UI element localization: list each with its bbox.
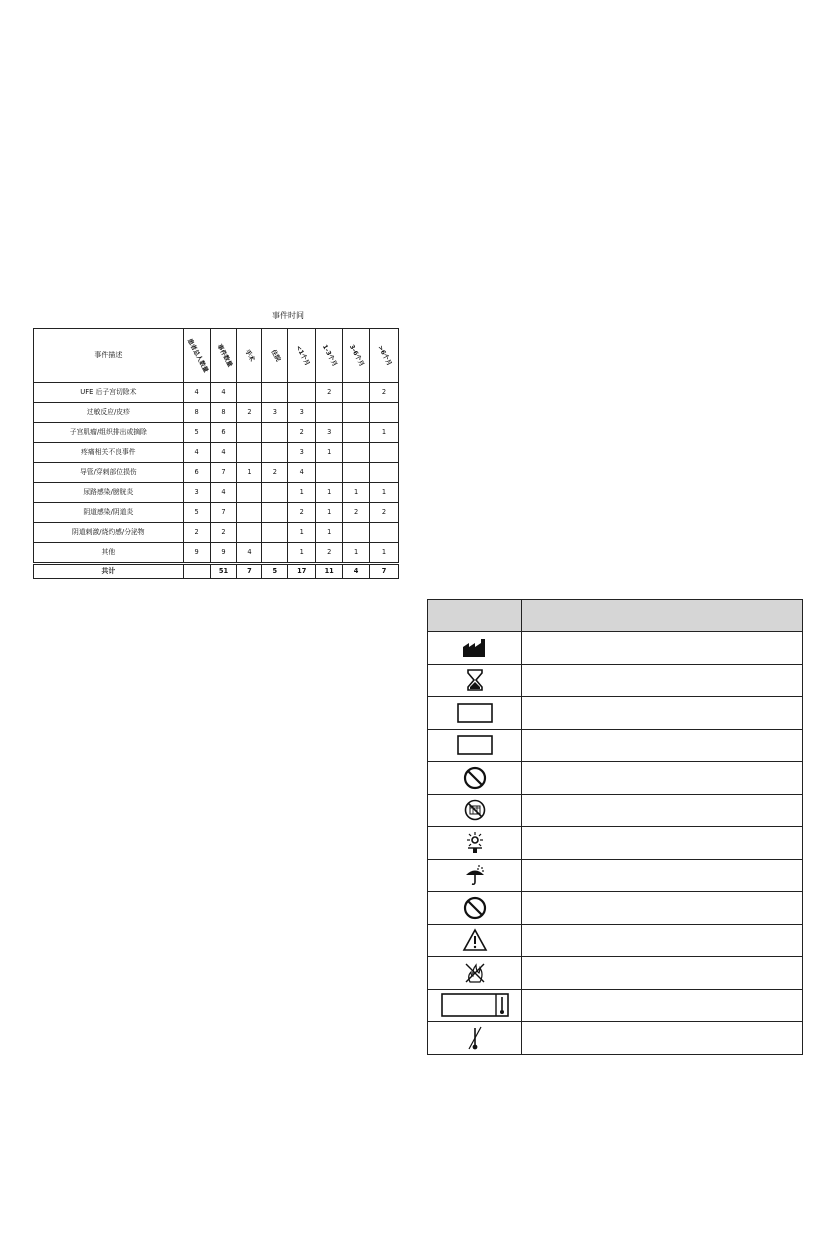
event-description-cell: UFE 后子宫切除术 <box>34 383 184 403</box>
column-header-label: 事件数量 <box>215 342 233 368</box>
do-not-use-if-damaged-icon <box>428 799 521 821</box>
value-cell <box>288 383 316 403</box>
value-cell <box>237 423 262 443</box>
value-cell: 4 <box>183 383 210 403</box>
symbol-description-cell <box>522 1022 803 1055</box>
table-row <box>428 632 803 665</box>
value-cell: 7 <box>210 503 237 523</box>
value-cell: 5 <box>183 503 210 523</box>
symbol-cell <box>428 1022 522 1055</box>
column-header-label: 患者总人数量 <box>185 337 209 374</box>
total-row <box>34 564 399 579</box>
column-header <box>370 329 399 383</box>
value-cell: 1 <box>316 483 343 503</box>
value-cell: 3 <box>288 403 316 423</box>
symbol-cell <box>428 794 522 827</box>
value-cell: 4 <box>210 383 237 403</box>
value-cell <box>262 423 288 443</box>
table-row <box>428 762 803 795</box>
value-cell <box>237 443 262 463</box>
symbol-cell <box>428 892 522 925</box>
table-row <box>428 827 803 860</box>
symbol-description-cell <box>522 957 803 990</box>
value-cell <box>370 403 399 423</box>
event-time-title: 事件时间 <box>272 311 304 320</box>
value-cell: 1 <box>316 523 343 543</box>
symbol-cell <box>428 664 522 697</box>
value-cell: 7 <box>210 463 237 483</box>
value-cell: 4 <box>343 564 370 579</box>
value-cell <box>343 383 370 403</box>
event-description-cell: 阴道感染/阴道炎 <box>34 503 184 523</box>
symbol-description-cell <box>522 827 803 860</box>
table-row <box>34 503 399 523</box>
value-cell: 1 <box>370 423 399 443</box>
table-row <box>428 989 803 1022</box>
event-description-cell: 阴道刺激/烧灼感/分泌物 <box>34 523 184 543</box>
symbol-cell <box>428 957 522 990</box>
symbol-description-cell <box>522 632 803 665</box>
table-row <box>428 1022 803 1055</box>
value-cell: 1 <box>370 543 399 564</box>
value-cell: 2 <box>210 523 237 543</box>
value-cell: 1 <box>370 483 399 503</box>
do-not-reuse-icon <box>428 896 521 920</box>
value-cell: 2 <box>370 383 399 403</box>
value-cell <box>237 483 262 503</box>
value-cell: 1 <box>343 543 370 564</box>
symbol-cell <box>428 697 522 730</box>
value-cell: 6 <box>210 423 237 443</box>
value-cell <box>237 523 262 543</box>
value-cell: 2 <box>316 543 343 564</box>
table-row <box>428 794 803 827</box>
column-header-label: 1-3个月 <box>321 343 339 368</box>
table-row <box>34 463 399 483</box>
symbol-description-cell <box>522 892 803 925</box>
value-cell: 9 <box>183 543 210 564</box>
value-cell: 1 <box>288 543 316 564</box>
value-cell <box>370 523 399 543</box>
symbol-description-cell <box>522 664 803 697</box>
column-header <box>237 329 262 383</box>
symbol-description-cell <box>522 729 803 762</box>
value-cell: 2 <box>237 403 262 423</box>
value-cell: 2 <box>288 423 316 443</box>
value-cell: 3 <box>183 483 210 503</box>
value-cell: 2 <box>262 463 288 483</box>
value-cell: 1 <box>288 523 316 543</box>
symbol-description-cell <box>522 762 803 795</box>
value-cell: 4 <box>210 443 237 463</box>
keep-away-from-sunlight-icon <box>428 831 521 855</box>
table-row <box>428 957 803 990</box>
column-header <box>288 329 316 383</box>
value-cell <box>343 443 370 463</box>
value-cell <box>262 443 288 463</box>
value-cell: 8 <box>183 403 210 423</box>
value-cell <box>343 403 370 423</box>
symbol-cell <box>428 859 522 892</box>
column-header <box>316 329 343 383</box>
value-cell <box>343 463 370 483</box>
symbol-cell <box>428 924 522 957</box>
column-header-label: <1个月 <box>294 343 311 367</box>
value-cell <box>370 443 399 463</box>
table-row <box>34 443 399 463</box>
table-row <box>428 859 803 892</box>
table-row <box>34 523 399 543</box>
blank-box-icon <box>428 735 521 755</box>
value-cell: 17 <box>288 564 316 579</box>
value-cell: 4 <box>288 463 316 483</box>
value-cell: 1 <box>343 483 370 503</box>
column-header-label: 住院 <box>269 348 282 363</box>
value-cell: 7 <box>370 564 399 579</box>
table-row <box>34 403 399 423</box>
value-cell: 6 <box>183 463 210 483</box>
value-cell: 9 <box>210 543 237 564</box>
value-cell: 1 <box>237 463 262 483</box>
value-cell: 1 <box>316 443 343 463</box>
value-cell: 2 <box>183 523 210 543</box>
event-description-cell: 疼痛相关不良事件 <box>34 443 184 463</box>
value-cell: 2 <box>316 383 343 403</box>
non-pyrogenic-icon <box>428 962 521 984</box>
upper-temperature-limit-icon <box>428 1025 521 1051</box>
table-row <box>34 483 399 503</box>
event-table <box>33 328 399 579</box>
value-cell: 3 <box>316 423 343 443</box>
value-cell: 51 <box>210 564 237 579</box>
symbol-table <box>427 599 803 1055</box>
value-cell: 8 <box>210 403 237 423</box>
value-cell: 1 <box>316 503 343 523</box>
event-description-cell: 尿路感染/膀胱炎 <box>34 483 184 503</box>
event-description-cell: 导管/穿刺部位损伤 <box>34 463 184 483</box>
symbol-cell <box>428 762 522 795</box>
column-header-label: >6个月 <box>376 343 393 367</box>
table-row <box>428 697 803 730</box>
symbol-cell <box>428 632 522 665</box>
column-header-label: 手术 <box>243 348 256 363</box>
value-cell <box>237 383 262 403</box>
table-header-row <box>34 329 399 383</box>
value-cell: 11 <box>316 564 343 579</box>
symbol-description-cell <box>522 924 803 957</box>
value-cell: 7 <box>237 564 262 579</box>
value-cell: 5 <box>262 564 288 579</box>
column-header <box>343 329 370 383</box>
symbol-description-cell <box>522 989 803 1022</box>
value-cell <box>262 383 288 403</box>
column-header <box>262 329 288 383</box>
description-column-header <box>522 600 803 632</box>
table-row <box>428 892 803 925</box>
value-cell: 4 <box>210 483 237 503</box>
table-row <box>34 383 399 403</box>
caution-icon <box>428 928 521 952</box>
symbol-description-cell <box>522 697 803 730</box>
value-cell: 2 <box>370 503 399 523</box>
table-row <box>34 423 399 443</box>
symbol-cell <box>428 989 522 1022</box>
table-row <box>34 543 399 564</box>
value-cell: 4 <box>237 543 262 564</box>
manufacturer-icon <box>428 638 521 658</box>
value-cell <box>370 463 399 483</box>
value-cell <box>316 403 343 423</box>
symbol-description-cell <box>522 859 803 892</box>
value-cell: 1 <box>288 483 316 503</box>
value-cell: 3 <box>262 403 288 423</box>
value-cell <box>343 423 370 443</box>
value-cell: 4 <box>183 443 210 463</box>
symbol-table-header-row <box>428 600 803 632</box>
keep-dry-icon <box>428 864 521 886</box>
blank-box-icon <box>428 703 521 723</box>
temperature-limit-box-icon <box>428 993 521 1017</box>
value-cell <box>183 564 210 579</box>
event-description-cell: 其他 <box>34 543 184 564</box>
symbol-cell <box>428 827 522 860</box>
use-by-date-icon <box>428 669 521 691</box>
table-row <box>428 664 803 697</box>
column-header <box>210 329 237 383</box>
value-cell <box>262 523 288 543</box>
value-cell <box>262 503 288 523</box>
event-description-cell: 共计 <box>34 564 184 579</box>
symbol-cell <box>428 729 522 762</box>
value-cell <box>262 543 288 564</box>
table-row <box>428 729 803 762</box>
value-cell <box>262 483 288 503</box>
value-cell <box>316 463 343 483</box>
event-description-cell: 子宫肌瘤/组织排出或摘除 <box>34 423 184 443</box>
value-cell <box>343 523 370 543</box>
table-row <box>428 924 803 957</box>
symbol-description-cell <box>522 794 803 827</box>
column-header-label: 3-6个月 <box>348 343 366 368</box>
value-cell: 2 <box>343 503 370 523</box>
event-description-header: 事件描述 <box>34 329 184 383</box>
event-description-cell: 过敏反应/皮疹 <box>34 403 184 423</box>
value-cell <box>237 503 262 523</box>
value-cell: 2 <box>288 503 316 523</box>
value-cell: 3 <box>288 443 316 463</box>
column-header <box>183 329 210 383</box>
value-cell: 5 <box>183 423 210 443</box>
symbol-column-header <box>428 600 522 632</box>
do-not-reuse-icon <box>428 766 521 790</box>
